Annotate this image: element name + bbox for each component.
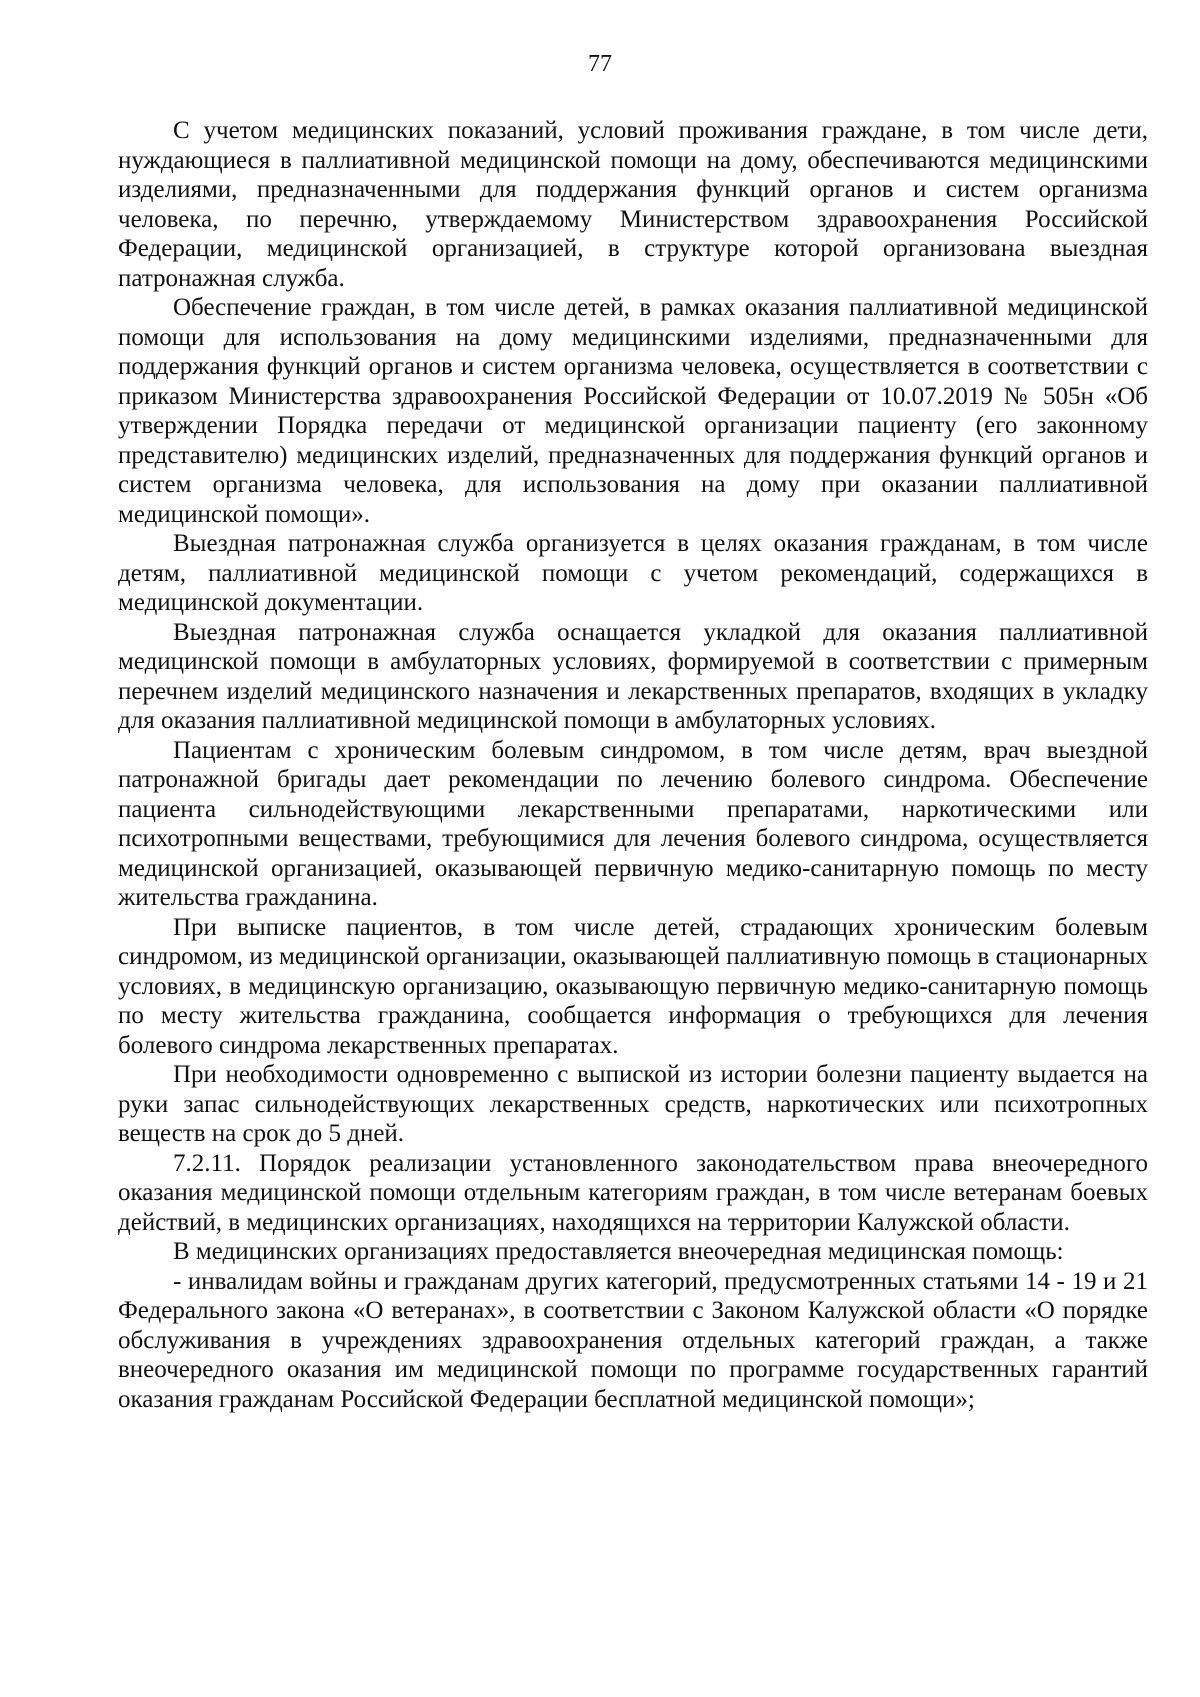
document-body xyxy=(118,116,1148,1414)
paragraph-device-provision-order: Обеспечение граждан, в том числе детей, в рамках оказания паллиативной медицинской помощи для использования на дому медицинскими изделиями, предназначенными для поддержания функций органов и систем организма человека, осуществляется в соответствии с приказом Министерства здравоохранения Российской Федерации от 10.07.2019 № 505н «Об утверждении Порядка передачи от медицинской организации пациенту (его законному представителю) медицинских изделий, предназначенных для поддержания функций органов и систем организма человека, для использования на дому при оказании паллиативной медицинской помощи». xyxy=(118,294,1148,528)
paragraph-drug-supply-on-discharge: При необходимости одновременно с выпиской из истории болезни пациенту выдается на руки запас сильнодействующих лекарственных средств, наркотических или психотропных веществ на срок до 5 дней. xyxy=(118,1061,1148,1147)
paragraph-section-7-2-11: 7.2.11. Порядок реализации установленного законодательством права внеочередного оказания медицинской помощи отдельным категориям граждан, в том числе ветеранам боевых действий, в медицинских организациях, находящихся на территории Калужской области. xyxy=(118,1149,1148,1236)
paragraph-priority-care-intro: В медицинских организациях предоставляется внеочередная медицинская помощь: xyxy=(173,1238,1064,1265)
paragraph-patronage-service-kit: Выездная патронажная служба оснащается укладкой для оказания паллиативной медицинской помощи в амбулаторных условиях, формируемой в соответствии с примерным перечнем изделий медицинского назначения и лекарственных препаратов, входящих в укладку для оказания паллиативной медицинской помощи в амбулаторных условиях. xyxy=(118,618,1148,734)
paragraph-discharge-information: При выписке пациентов, в том числе детей, страдающих хроническим болевым синдромом, из медицинской организации, оказывающей паллиативную помощь в стационарных условиях, в медицинскую организацию, оказывающую первичную медико-санитарную помощь по месту жительства гражданина, сообщается информация о требующихся для лечения болевого синдрома лекарственных препаратах. xyxy=(118,913,1148,1059)
paragraph-medical-devices: С учетом медицинских показаний, условий проживания граждане, в том числе дети, нуждающиеся в паллиативной медицинской помощи на дому, обеспечиваются медицинскими изделиями, предназначенными для поддержания функций органов и систем организма человека, по перечню, утверждаемому Министерством здравоохранения Российской Федерации, медицинской организацией, в структуре которой организована выездная патронажная служба. xyxy=(118,117,1148,292)
paragraph-chronic-pain-patients: Пациентам с хроническим болевым синдромом, в том числе детям, врач выездной патронажной бригады дает рекомендации по лечению болевого синдрома. Обеспечение пациента сильнодействующими лекарственными препаратами, наркотическими или психотропными веществами, требующимися для лечения болевого синдрома, осуществляется медицинской организацией, оказывающей первичную медико-санитарную помощь по месту жительства гражданина. xyxy=(118,736,1148,911)
list-item-war-invalids: - инвалидам войны и гражданам других категорий, предусмотренных статьями 14 - 19 и 21 Федерального закона «О ветеранах», в соответствии с Законом Калужской области «О порядке обслуживания в учреждениях здравоохранения отдельных категорий граждан, а также внеочередного оказания им медицинской помощи по программе государственных гарантий оказания гражданам Российской Федерации бесплатной медицинской помощи»; xyxy=(118,1267,1148,1413)
paragraph-patronage-service-purpose: Выездная патронажная служба организуется в целях оказания гражданам, в том числе детям, паллиативной медицинской помощи с учетом рекомендаций, содержащихся в медицинской документации. xyxy=(118,530,1148,616)
page-number: 77 xyxy=(588,51,612,77)
